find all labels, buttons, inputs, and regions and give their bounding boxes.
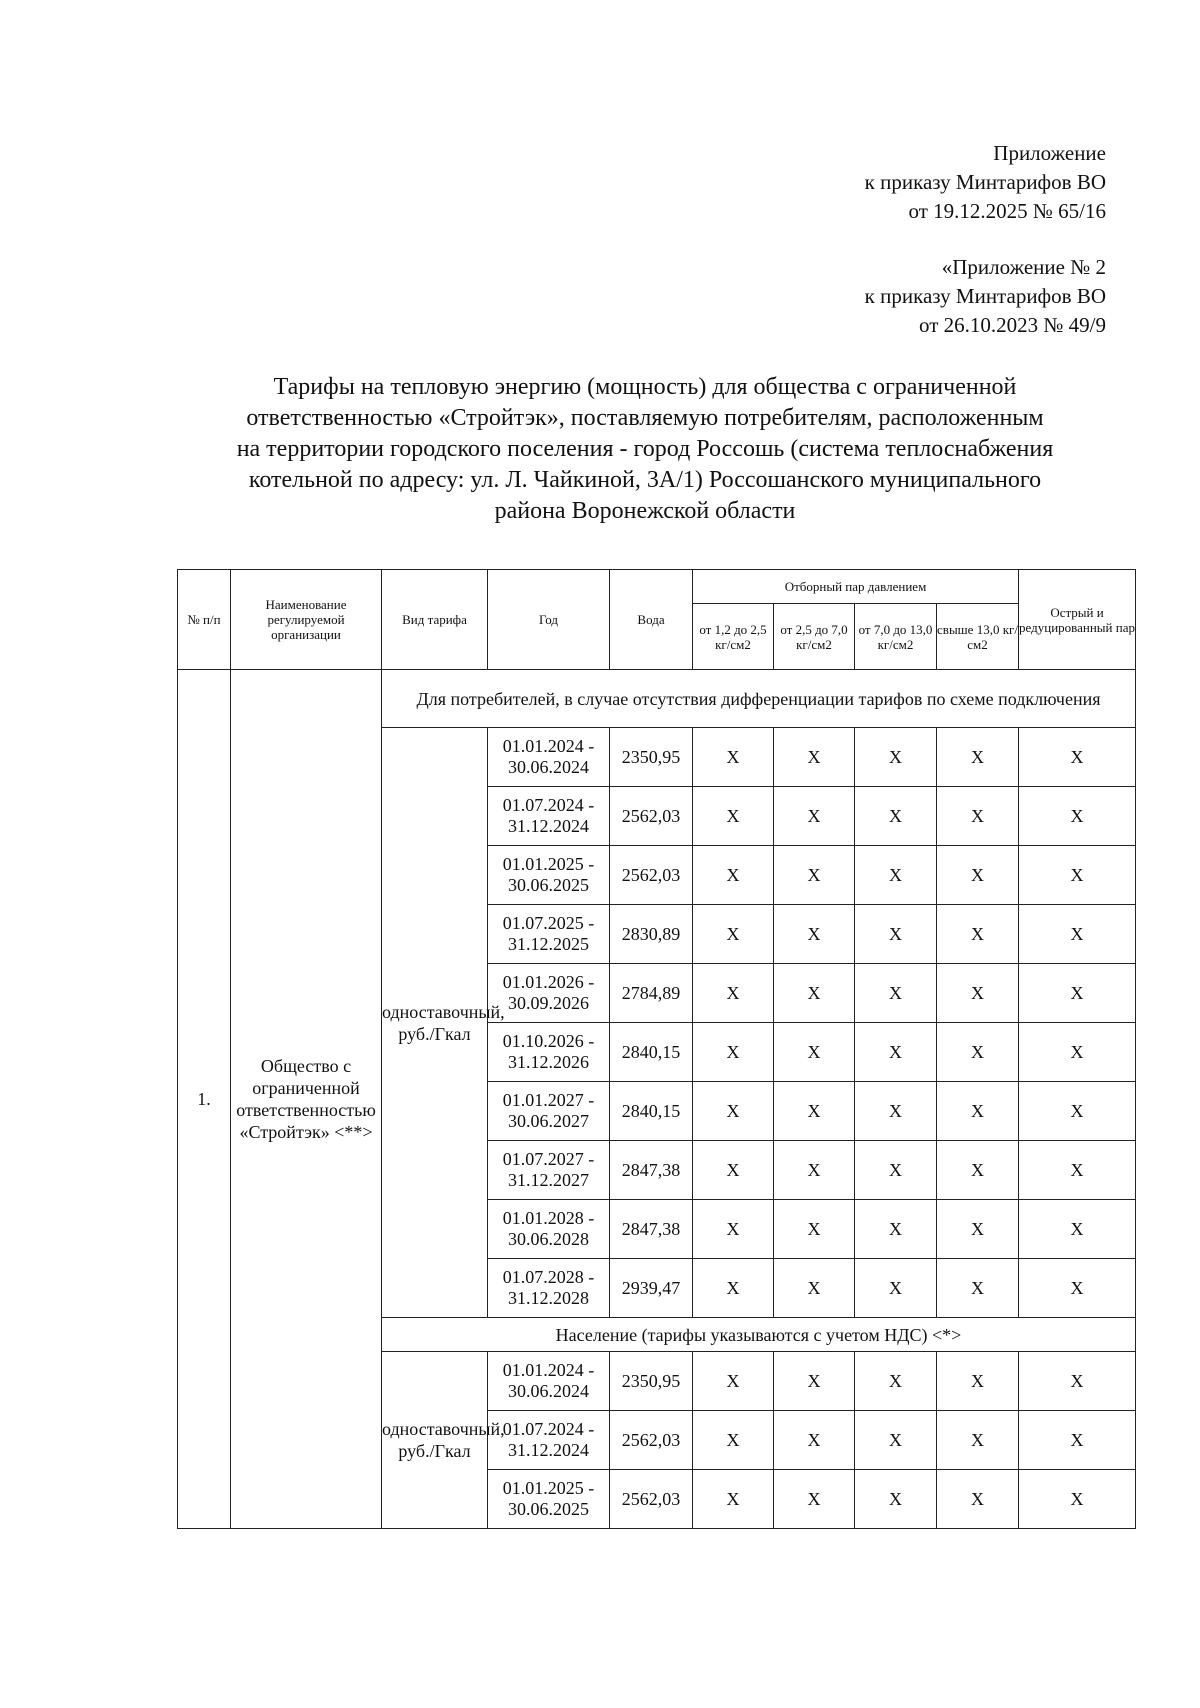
steam-s1-cell: X (693, 964, 774, 1023)
steam-s3-cell: X (855, 964, 937, 1023)
water-tariff-cell: 2840,15 (610, 1082, 693, 1141)
title-line: ответственностью «Стройтэк», поставляемую потребителям, расположенным (246, 405, 1044, 431)
header-line: от 26.10.2023 № 49/9 (918, 313, 1106, 337)
header-org: Наименование регулируемой организации (231, 570, 382, 670)
organization-name: Общество с ограниченной ответственностью «Стройтэк» <**> (231, 670, 382, 1529)
steam-s4-cell: X (937, 787, 1019, 846)
steam-s4-cell: X (937, 905, 1019, 964)
steam-s2-cell: X (774, 905, 855, 964)
steam-s4-cell: X (937, 728, 1019, 787)
water-tariff-cell: 2562,03 (610, 1470, 693, 1529)
title-line: Тарифы на тепловую энергию (мощность) для общества с ограниченной (273, 374, 1017, 400)
steam-s2-cell: X (774, 787, 855, 846)
steam-s2-cell: X (774, 1023, 855, 1082)
steam-s1-cell: X (693, 1259, 774, 1318)
steam-s2-cell: X (774, 1411, 855, 1470)
steam-s3-cell: X (855, 1200, 937, 1259)
header-steam-3: от 7,0 до 13,0 кг/см2 (855, 604, 937, 670)
steam-s4-cell: X (937, 1470, 1019, 1529)
period-cell: 01.10.2026 - 31.12.2026 (488, 1023, 610, 1082)
section-label: Население (тарифы указываются с учетом НДС) <*> (382, 1318, 1136, 1352)
header-line: от 19.12.2025 № 65/16 (908, 199, 1106, 223)
steam-s2-cell: X (774, 1259, 855, 1318)
water-tariff-cell: 2939,47 (610, 1259, 693, 1318)
steam-sharp-cell: X (1019, 1352, 1136, 1411)
water-tariff-cell: 2784,89 (610, 964, 693, 1023)
steam-sharp-cell: X (1019, 728, 1136, 787)
steam-s1-cell: X (693, 1141, 774, 1200)
title-line: района Воронежской области (494, 498, 796, 524)
water-tariff-cell: 2350,95 (610, 1352, 693, 1411)
section-label: Для потребителей, в случае отсутствия дифференциации тарифов по схеме подключения (382, 670, 1136, 728)
steam-sharp-cell: X (1019, 1082, 1136, 1141)
steam-s4-cell: X (937, 1259, 1019, 1318)
steam-sharp-cell: X (1019, 1259, 1136, 1318)
water-tariff-cell: 2562,03 (610, 787, 693, 846)
steam-s1-cell: X (693, 1200, 774, 1259)
steam-s3-cell: X (855, 1023, 937, 1082)
period-cell: 01.01.2027 - 30.06.2027 (488, 1082, 610, 1141)
steam-s2-cell: X (774, 728, 855, 787)
period-cell: 01.07.2027 - 31.12.2027 (488, 1141, 610, 1200)
header-line: «Приложение № 2 (941, 255, 1106, 279)
period-cell: 01.01.2026 - 30.09.2026 (488, 964, 610, 1023)
steam-s1-cell: X (693, 1470, 774, 1529)
period-cell: 01.01.2025 - 30.06.2025 (488, 846, 610, 905)
steam-s1-cell: X (693, 1411, 774, 1470)
steam-sharp-cell: X (1019, 787, 1136, 846)
water-tariff-cell: 2350,95 (610, 728, 693, 787)
header-water: Вода (610, 570, 693, 670)
period-cell: 01.07.2024 - 31.12.2024 (488, 1411, 610, 1470)
steam-s2-cell: X (774, 964, 855, 1023)
header-steam-1: от 1,2 до 2,5 кг/см2 (693, 604, 774, 670)
steam-sharp-cell: X (1019, 846, 1136, 905)
approval-header-current (865, 139, 1106, 226)
header-line: к приказу Минтарифов ВО (864, 170, 1106, 194)
water-tariff-cell: 2840,15 (610, 1023, 693, 1082)
steam-s3-cell: X (855, 787, 937, 846)
header-num: № п/п (178, 570, 231, 670)
steam-s3-cell: X (855, 1411, 937, 1470)
tariff-kind: одноставочный, руб./Гкал (382, 1352, 488, 1529)
steam-s3-cell: X (855, 1082, 937, 1141)
header-sharp-steam: Острый и редуцированный пар (1019, 570, 1136, 670)
approval-header-original (865, 253, 1106, 340)
water-tariff-cell: 2830,89 (610, 905, 693, 964)
period-cell: 01.01.2025 - 30.06.2025 (488, 1470, 610, 1529)
steam-s4-cell: X (937, 1082, 1019, 1141)
document-title (150, 372, 1140, 527)
steam-s2-cell: X (774, 1082, 855, 1141)
steam-s3-cell: X (855, 1141, 937, 1200)
header-steam-group: Отборный пар давлением (693, 570, 1019, 604)
steam-s1-cell: X (693, 846, 774, 905)
steam-s4-cell: X (937, 1352, 1019, 1411)
steam-s2-cell: X (774, 1470, 855, 1529)
title-line: котельной по адресу: ул. Л. Чайкиной, 3А/1) Россошанского муниципального (248, 467, 1042, 493)
steam-sharp-cell: X (1019, 1470, 1136, 1529)
tariff-table (177, 569, 1136, 1529)
steam-sharp-cell: X (1019, 905, 1136, 964)
steam-s3-cell: X (855, 1470, 937, 1529)
water-tariff-cell: 2562,03 (610, 1411, 693, 1470)
steam-s3-cell: X (855, 1259, 937, 1318)
steam-s3-cell: X (855, 846, 937, 905)
row-number: 1. (178, 670, 231, 1529)
steam-s4-cell: X (937, 1141, 1019, 1200)
title-line: на территории городского поселения - город Россошь (система теплоснабжения (236, 436, 1054, 462)
steam-s2-cell: X (774, 1352, 855, 1411)
steam-s2-cell: X (774, 1200, 855, 1259)
steam-s1-cell: X (693, 1082, 774, 1141)
steam-sharp-cell: X (1019, 1411, 1136, 1470)
steam-s4-cell: X (937, 846, 1019, 905)
steam-s3-cell: X (855, 905, 937, 964)
steam-sharp-cell: X (1019, 1023, 1136, 1082)
water-tariff-cell: 2562,03 (610, 846, 693, 905)
period-cell: 01.07.2025 - 31.12.2025 (488, 905, 610, 964)
period-cell: 01.01.2024 - 30.06.2024 (488, 728, 610, 787)
period-cell: 01.01.2028 - 30.06.2028 (488, 1200, 610, 1259)
header-steam-2: от 2,5 до 7,0 кг/см2 (774, 604, 855, 670)
steam-s4-cell: X (937, 1200, 1019, 1259)
period-cell: 01.07.2028 - 31.12.2028 (488, 1259, 610, 1318)
water-tariff-cell: 2847,38 (610, 1200, 693, 1259)
water-tariff-cell: 2847,38 (610, 1141, 693, 1200)
steam-s2-cell: X (774, 846, 855, 905)
steam-s3-cell: X (855, 1352, 937, 1411)
header-tariff-kind: Вид тарифа (382, 570, 488, 670)
steam-s1-cell: X (693, 1352, 774, 1411)
steam-sharp-cell: X (1019, 964, 1136, 1023)
period-cell: 01.07.2024 - 31.12.2024 (488, 787, 610, 846)
header-steam-4: свыше 13,0 кг/см2 (937, 604, 1019, 670)
steam-s2-cell: X (774, 1141, 855, 1200)
steam-s4-cell: X (937, 964, 1019, 1023)
header-line: к приказу Минтарифов ВО (864, 284, 1106, 308)
steam-s1-cell: X (693, 1023, 774, 1082)
steam-s1-cell: X (693, 728, 774, 787)
steam-sharp-cell: X (1019, 1141, 1136, 1200)
steam-s4-cell: X (937, 1023, 1019, 1082)
period-cell: 01.01.2024 - 30.06.2024 (488, 1352, 610, 1411)
steam-s1-cell: X (693, 905, 774, 964)
steam-s4-cell: X (937, 1411, 1019, 1470)
tariff-kind: одноставочный, руб./Гкал (382, 728, 488, 1318)
header-year: Год (488, 570, 610, 670)
steam-s1-cell: X (693, 787, 774, 846)
steam-s3-cell: X (855, 728, 937, 787)
steam-sharp-cell: X (1019, 1200, 1136, 1259)
header-line: Приложение (993, 141, 1106, 165)
